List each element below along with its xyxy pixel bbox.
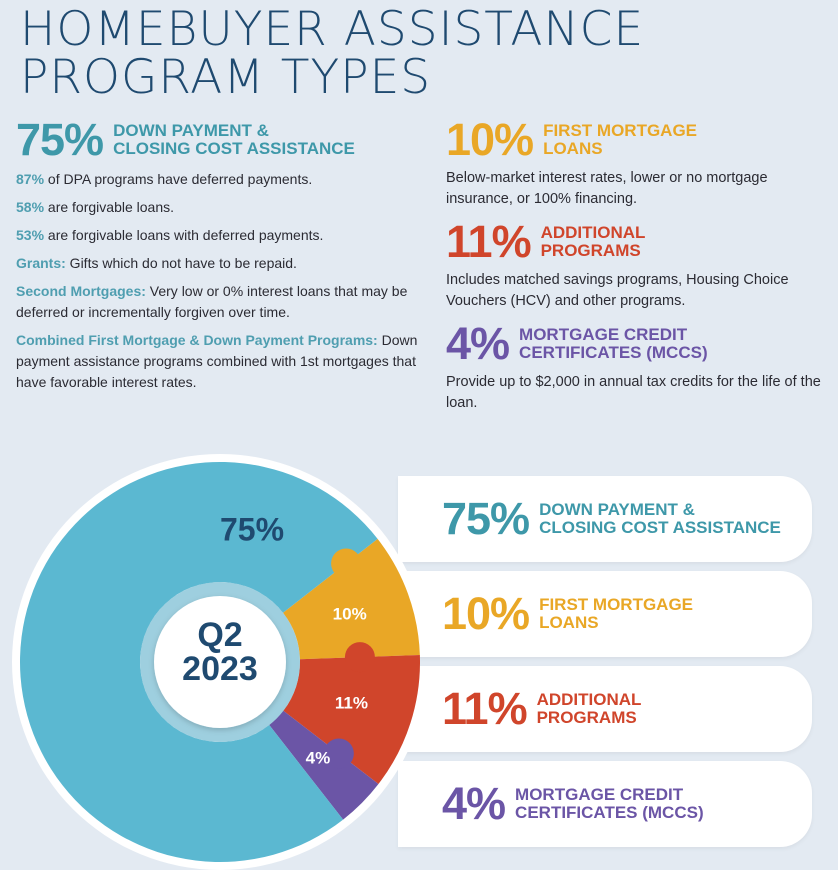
page-title	[20, 2, 645, 105]
donut-chart	[0, 440, 420, 870]
dpa-fact-second-mortgages: Second Mortgages: Very low or 0% interest loans that may be deferred or incrementally forgiven over time.	[16, 283, 408, 320]
mcc-percentage: 4%	[446, 318, 510, 369]
dpa-stat-header	[16, 114, 426, 165]
additional-programs-block	[446, 216, 826, 312]
dpa-fact-combined: Combined First Mortgage & Down Payment Programs: Down payment assistance programs combined with 1st mortgages that have favorable interest rates.	[16, 332, 418, 390]
mcc-description: Provide up to $2,000 in annual tax credits for the life of the loan.	[446, 374, 821, 411]
legend-first-mortgage-label: FIRST MORTGAGE LOANS	[539, 595, 694, 632]
additional-programs-label: ADDITIONAL PROGRAMS	[540, 223, 646, 260]
first-mortgage-label: FIRST MORTGAGE LOANS	[543, 121, 698, 158]
legend-dpa-label: DOWN PAYMENT & CLOSING COST ASSISTANCE	[539, 500, 781, 537]
legend-mcc-label: MORTGAGE CREDIT CERTIFICATES (MCCS)	[515, 785, 704, 822]
dpa-fact-forgivable-deferred: 53% are forgivable loans with deferred payments.	[16, 227, 324, 243]
legend-mcc-percentage: 4%	[442, 778, 506, 829]
slice-first-mortgage-label: 10%	[332, 604, 367, 624]
dpa-fact-grants: Grants: Gifts which do not have to be repaid.	[16, 255, 297, 271]
dpa-section	[16, 114, 426, 393]
legend-dpa-percentage: 75%	[442, 493, 530, 544]
title-line-2: PROGRAM TYPES	[20, 50, 432, 105]
first-mortgage-description: Below-market interest rates, lower or no mortgage insurance, or 100% financing.	[446, 170, 768, 207]
dpa-fact-forgivable: 58% are forgivable loans.	[16, 199, 174, 215]
slice-additional-label: 11%	[334, 693, 368, 713]
legend-additional-percentage: 11%	[442, 683, 527, 734]
puzzle-knob	[331, 548, 361, 578]
dpa-percentage: 75%	[16, 114, 104, 165]
mcc-block	[446, 318, 826, 414]
first-mortgage-block	[446, 114, 826, 210]
legend-additional-label: ADDITIONAL PROGRAMS	[536, 690, 642, 727]
center-label-year: 2023	[182, 650, 258, 688]
title-line-1: HOMEBUYER ASSISTANCE	[20, 2, 645, 57]
dpa-label	[113, 122, 355, 158]
legend-card-dpa	[398, 476, 812, 562]
slice-down-payment-label: 75%	[219, 511, 285, 548]
first-mortgage-percentage: 10%	[446, 114, 534, 165]
other-programs-section	[446, 114, 826, 424]
legend-first-mortgage-percentage: 10%	[442, 588, 530, 639]
legend-card-first-mortgage	[398, 571, 812, 657]
dpa-label-line-1: DOWN PAYMENT &	[113, 121, 269, 140]
puzzle-knob	[345, 642, 375, 672]
legend-card-additional	[398, 666, 812, 752]
dpa-label-line-2: CLOSING COST ASSISTANCE	[113, 139, 355, 158]
slice-mcc-label: 4%	[305, 748, 331, 768]
center-label-quarter: Q2	[197, 616, 243, 654]
additional-programs-description: Includes matched savings programs, Housing Choice Vouchers (HCV) and other programs.	[446, 272, 789, 309]
legend-card-mcc	[398, 761, 812, 847]
dpa-fact-deferred: 87% of DPA programs have deferred payments.	[16, 171, 313, 187]
mcc-label: MORTGAGE CREDIT CERTIFICATES (MCCS)	[519, 325, 708, 362]
additional-programs-percentage: 11%	[446, 216, 531, 267]
